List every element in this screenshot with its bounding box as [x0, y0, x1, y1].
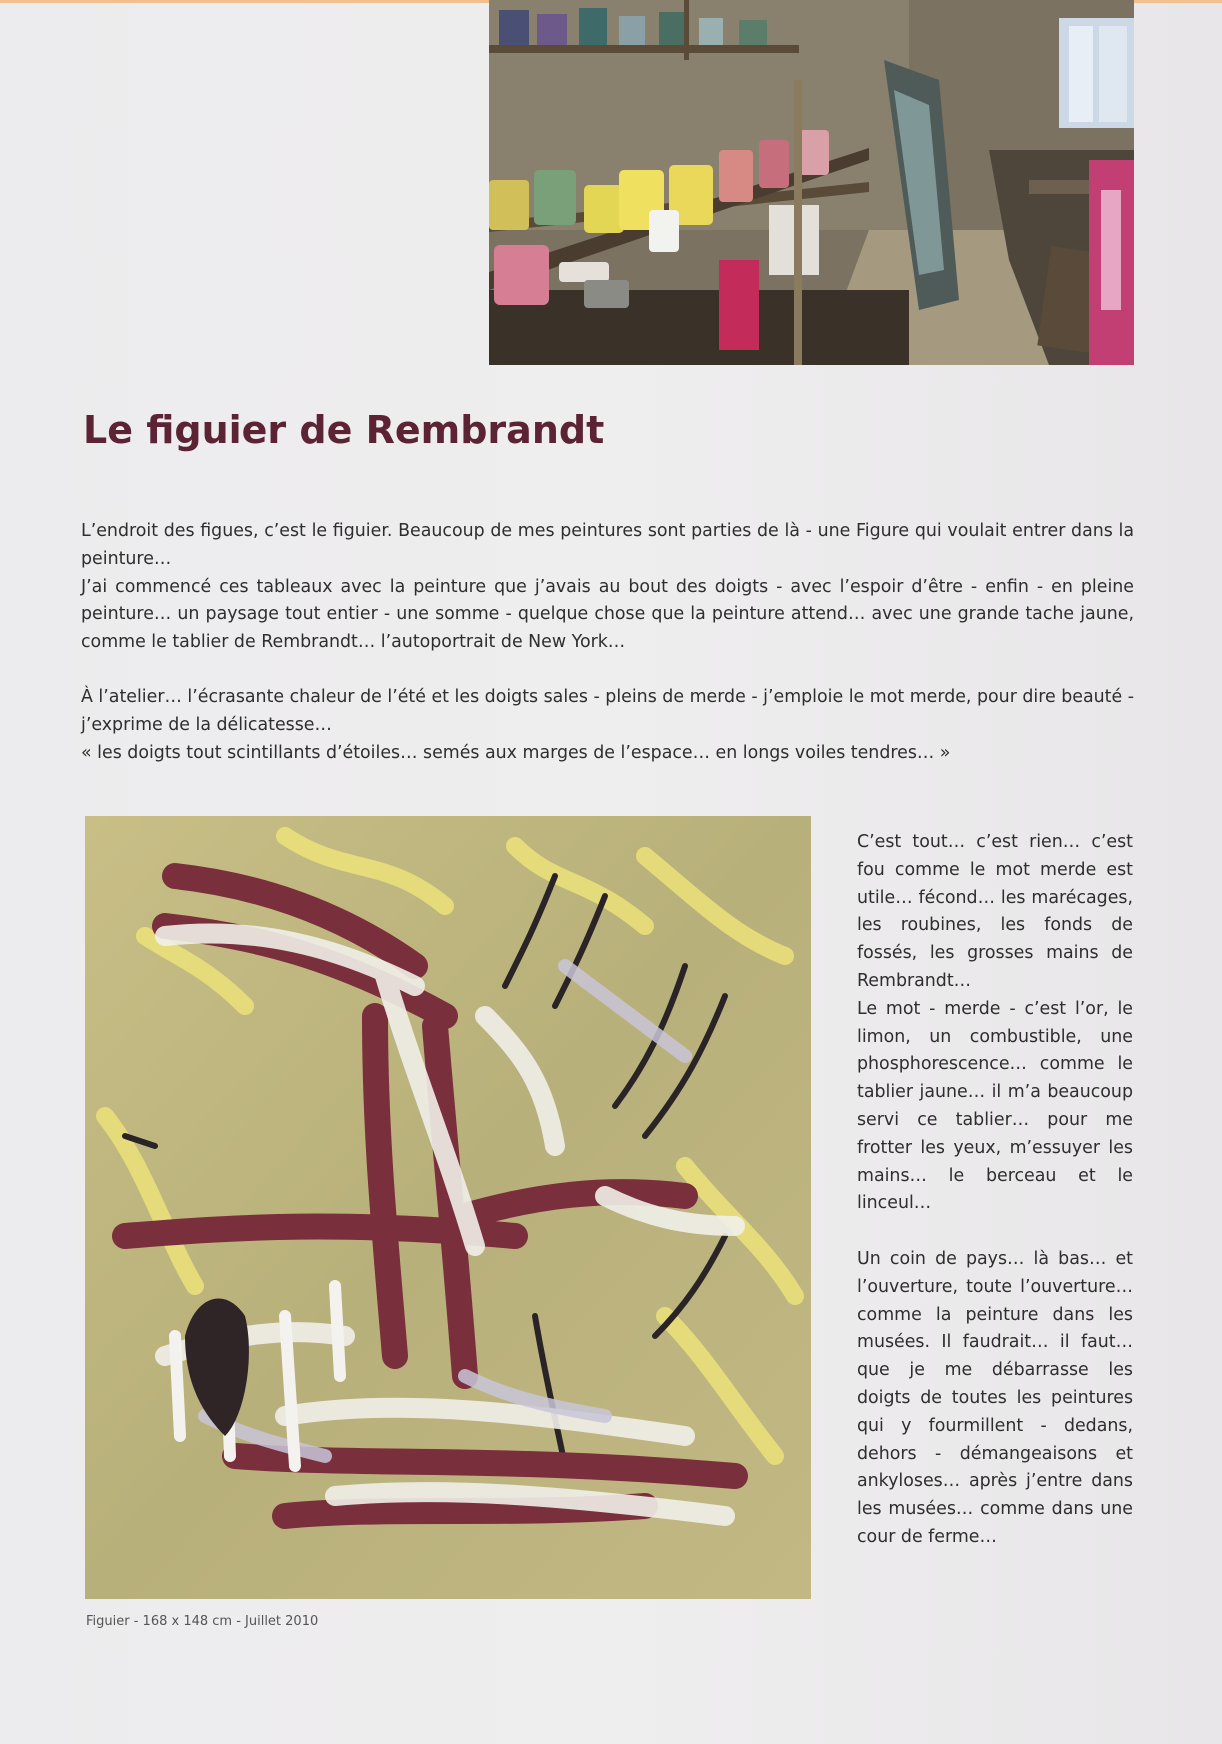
painting-image: [85, 816, 811, 1599]
intro-paragraph: L’endroit des figues, c’est le figuier. Beaucoup de mes peintures sont parties de là - une Figure qui voulait entrer dans la peinture…: [81, 521, 1134, 569]
intro-quote: « les doigts tout scintillants d’étoiles… semés aux marges de l’espace… en longs voiles tendres… »: [81, 742, 951, 763]
intro-paragraph: À l’atelier… l’écrasante chaleur de l’été et les doigts sales - pleins de merde - j’emploie le mot merde, pour dire beauté - j’exprime de la délicatesse…: [81, 686, 1134, 735]
side-paragraph: Un coin de pays… là bas… et l’ouverture, toute l’ouverture… comme la peinture dans les musées. Il faudrait… il faut… que je me débarrasse les doigts de toutes les peintures qui y fourmillent - dedans, dehors - démangeaisons et ankyloses… après j’entre dans les musées… comme dans une cour de ferme…: [857, 1248, 1133, 1547]
studio-photo: [489, 0, 1134, 365]
intro-paragraph: J’ai commencé ces tableaux avec la peinture que j’avais au bout des doigts - avec l’espoir d’être - enfin - en pleine peinture… un paysage tout entier - une somme - quelque chose que la peinture attend… avec une grande tache jaune, comme le tablier de Rembrandt… l’autoportrait de New York…: [81, 576, 1134, 653]
painting-caption: Figuier - 168 x 148 cm - Juillet 2010: [86, 1614, 319, 1629]
article-title: Le figuier de Rembrandt: [83, 408, 605, 452]
side-paragraph: Le mot - merde - c’est l’or, le limon, un combustible, une phosphorescence… comme le tablier jaune… il m’a beaucoup servi ce tablier… pour me frotter les yeux, m’essuyer les mains… le berceau et le linceul…: [857, 998, 1133, 1214]
side-column-text: [857, 829, 1133, 1552]
side-paragraph: C’est tout… c’est rien… c’est fou comme le mot merde est utile… fécond… les marécages, les roubines, les fonds de fossés, les grosses mains de Rembrandt…: [857, 832, 1133, 991]
intro-text: [81, 518, 1134, 767]
